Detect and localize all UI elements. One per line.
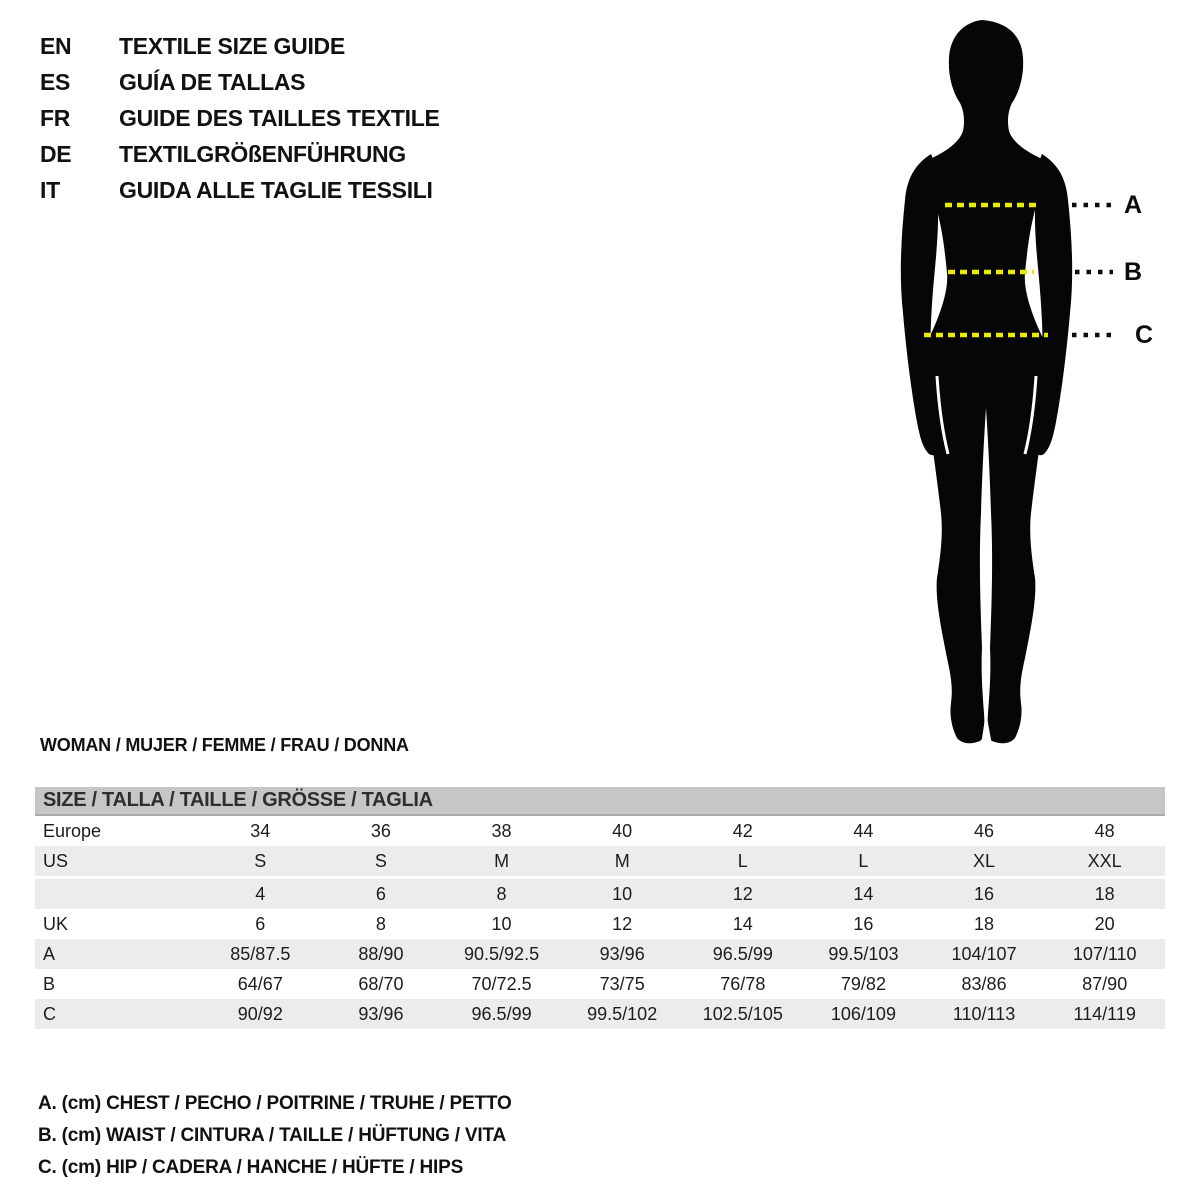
table-cell: XXL: [1087, 850, 1122, 871]
table-row-europe: [35, 816, 1165, 846]
language-title: GUÍA DE TALLAS: [119, 68, 306, 95]
table-cell: 85/87.5: [230, 943, 291, 964]
table-cell: 90.5/92.5: [464, 943, 540, 964]
size-table: [35, 787, 1165, 1029]
section-title-woman: WOMAN / MUJER / FEMME / FRAU / DONNA: [40, 735, 409, 755]
language-code: IT: [40, 176, 60, 203]
language-row-it: [40, 172, 440, 208]
marker-label-hip: C: [1134, 321, 1154, 349]
table-cell: 14: [732, 913, 753, 934]
table-cell: 18: [1094, 883, 1115, 904]
table-cell: 48: [1094, 820, 1115, 841]
language-row-es: [40, 64, 440, 100]
language-row-de: [40, 136, 440, 172]
language-row-en: [40, 28, 440, 64]
row-label: A: [43, 943, 56, 964]
table-cell: 96.5/99: [712, 943, 773, 964]
language-title-list: [40, 28, 440, 208]
table-cell: 64/67: [237, 973, 283, 994]
table-cell: 73/75: [599, 973, 645, 994]
table-cell: 93/96: [599, 943, 645, 964]
woman-silhouette-figure: [885, 8, 1115, 753]
legend-line-chest: A. (cm) CHEST / PECHO / POITRINE / TRUHE / PETTO: [38, 1093, 512, 1114]
language-title: TEXTILE SIZE GUIDE: [119, 32, 345, 59]
table-cell: L: [737, 850, 748, 871]
table-cell: 40: [612, 820, 633, 841]
table-row-uk: [35, 909, 1165, 939]
table-cell: 79/82: [840, 973, 886, 994]
table-cell: 34: [250, 820, 271, 841]
table-row-hip-c: [35, 999, 1165, 1029]
table-cell: XL: [973, 850, 996, 871]
table-cell: 83/86: [961, 973, 1007, 994]
table-cell: 90/92: [237, 1003, 283, 1024]
table-cell: 18: [974, 913, 995, 934]
table-cell: 10: [491, 913, 512, 934]
table-cell: 68/70: [358, 973, 404, 994]
table-cell: 38: [491, 820, 512, 841]
legend-line-hip: C. (cm) HIP / CADERA / HANCHE / HÜFTE / HIPS: [38, 1157, 464, 1178]
legend-line-waist: B. (cm) WAIST / CINTURA / TAILLE / HÜFTUNG / VITA: [38, 1125, 506, 1146]
row-label: B: [43, 973, 56, 994]
marker-label-waist: B: [1124, 258, 1143, 286]
table-cell: S: [254, 850, 267, 871]
table-cell: 102.5/105: [702, 1003, 783, 1024]
table-cell: 10: [612, 883, 633, 904]
row-label: UK: [43, 913, 69, 934]
table-cell: 6: [255, 913, 266, 934]
table-cell: 14: [853, 883, 874, 904]
marker-label-chest: A: [1124, 191, 1143, 219]
table-cell: 104/107: [951, 943, 1017, 964]
table-cell: 114/119: [1073, 1003, 1136, 1024]
row-label: C: [43, 1003, 56, 1024]
table-cell: 93/96: [358, 1003, 404, 1024]
table-cell: 70/72.5: [471, 973, 532, 994]
table-cell: 76/78: [720, 973, 766, 994]
table-cell: 8: [496, 883, 507, 904]
table-cell: 110/113: [952, 1003, 1016, 1024]
table-cell: 42: [732, 820, 753, 841]
table-cell: M: [494, 850, 510, 871]
language-code: ES: [40, 68, 71, 95]
language-row-fr: [40, 100, 440, 136]
table-cell: 12: [732, 883, 753, 904]
language-code: DE: [40, 140, 72, 167]
table-cell: 107/110: [1072, 943, 1137, 964]
language-title: GUIDA ALLE TAGLIE TESSILI: [119, 176, 433, 203]
table-cell: 4: [255, 883, 266, 904]
table-cell: M: [614, 850, 630, 871]
table-cell: 96.5/99: [471, 1003, 532, 1024]
language-title: GUIDE DES TAILLES TEXTILE: [119, 104, 440, 131]
table-cell: 44: [853, 820, 874, 841]
table-row-us-numeric: [35, 879, 1165, 909]
size-table-header: SIZE / TALLA / TAILLE / GRÖSSE / TAGLIA: [35, 787, 1165, 816]
table-cell: 99.5/103: [828, 943, 899, 964]
table-cell: 87/90: [1082, 973, 1128, 994]
table-cell: 20: [1094, 913, 1115, 934]
table-row-waist-b: [35, 969, 1165, 999]
table-cell: 6: [375, 883, 386, 904]
table-cell: S: [374, 850, 387, 871]
measurement-legend: [38, 1088, 512, 1184]
table-cell: L: [858, 850, 869, 871]
language-code: FR: [40, 104, 71, 131]
table-cell: 99.5/102: [587, 1003, 658, 1024]
table-row-us: [35, 846, 1165, 876]
table-cell: 12: [612, 913, 633, 934]
table-cell: 106/109: [830, 1003, 896, 1024]
table-cell: 16: [853, 913, 874, 934]
language-title: TEXTILGRÖßENFÜHRUNG: [119, 140, 406, 167]
row-label: Europe: [43, 820, 102, 841]
language-code: EN: [40, 32, 72, 59]
row-label: US: [43, 850, 69, 871]
table-row-chest-a: [35, 939, 1165, 969]
table-cell: 16: [974, 883, 995, 904]
table-cell: 36: [370, 820, 391, 841]
table-cell: 88/90: [358, 943, 404, 964]
table-cell: 8: [375, 913, 386, 934]
table-cell: 46: [974, 820, 995, 841]
